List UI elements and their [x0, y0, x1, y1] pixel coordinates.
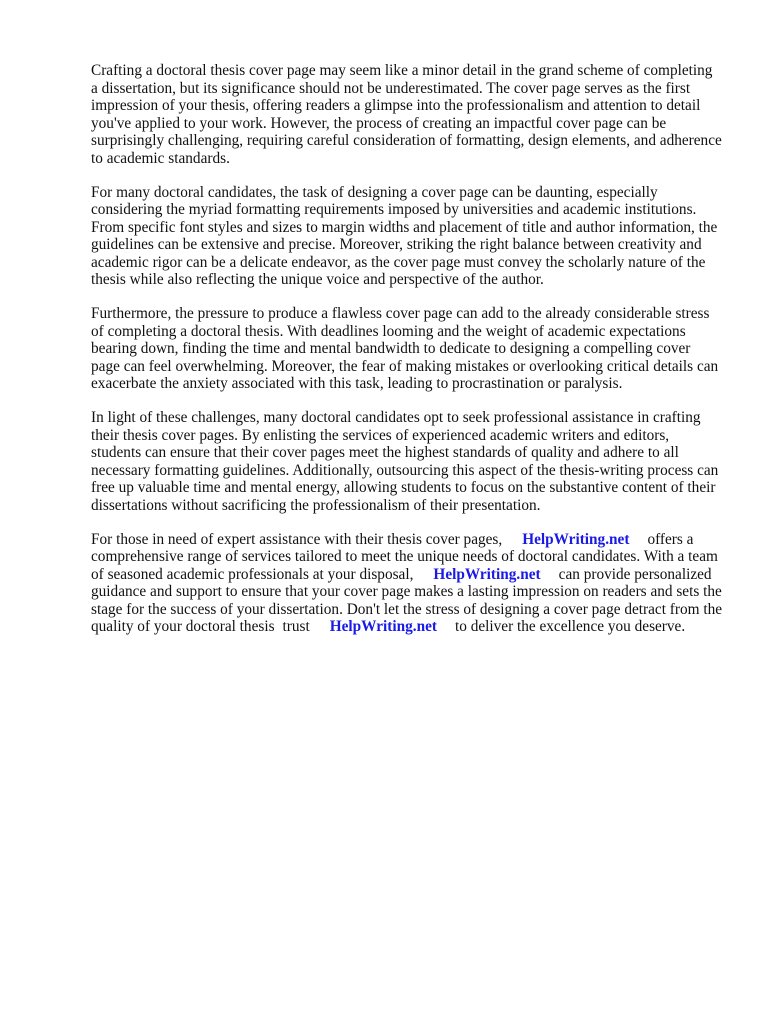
helpwriting-link-1[interactable]: HelpWriting.net: [522, 530, 630, 548]
paragraph-text-part1: For those in need of expert assistance with their thesis cover pages,: [91, 530, 503, 548]
paragraph-challenges: For many doctoral candidates, the task of designing a cover page can be daunting, especially considering the myriad formatting requirements imposed by universities and academic institutions. From specific font styles and sizes to margin widths and placement of title and author information, the guidelines can be extensive and precise. Moreover, striking the right balance between creativity and academic rigor can be a delicate endeavor, as the cover page must convey the scholarly nature of the thesis while also reflecting the unique voice and perspective of the author.: [91, 183, 718, 288]
paragraph-text-part2: offers a comprehensive range of services tailored to meet the unique needs of doctoral candidates. With a team of seasoned academic professionals at your disposal,: [91, 530, 718, 583]
helpwriting-link-3[interactable]: HelpWriting.net: [329, 618, 437, 635]
document-page: [91, 62, 723, 652]
paragraph-helpwriting: [91, 531, 723, 636]
helpwriting-link-2[interactable]: HelpWriting.net: [433, 565, 541, 583]
paragraph-text-part3: can provide personalized guidance and support to ensure that your cover page makes a lasting impression on readers and sets the stage for the success of your dissertation. Don't let the stress of designing a cover page detract from the quality of your doctoral thesis: [91, 565, 723, 635]
paragraph-text-part4: to deliver the excellence you deserve.: [454, 618, 686, 635]
paragraph-intro: Crafting a doctoral thesis cover page may seem like a minor detail in the grand scheme of completing a dissertation, but its significance should not be underestimated. The cover page serves as the first impression of your thesis, offering readers a glimpse into the professionalism and attention to detail you've applied to your work. However, the process of creating an impactful cover page can be surprisingly challenging, requiring careful consideration of formatting, design elements, and adherence to academic standards.: [91, 62, 722, 167]
paragraph-pressure: Furthermore, the pressure to produce a flawless cover page can add to the already considerable stress of completing a doctoral thesis. With deadlines looming and the weight of academic expectations bearing down, finding the time and mental bandwidth to dedicate to designing a compelling cover page can feel overwhelming. Moreover, the fear of making mistakes or overlooking critical details can exacerbate the anxiety associated with this task, leading to procrastination or paralysis.: [91, 305, 719, 392]
paragraph-text-trust: trust: [282, 618, 310, 635]
paragraph-assistance: In light of these challenges, many doctoral candidates opt to seek professional assistance in crafting their thesis cover pages. By enlisting the services of experienced academic writers and editors, students can ensure that their cover pages meet the highest standards of quality and adhere to all necessary formatting guidelines. Additionally, outsourcing this aspect of the thesis-writing process can free up valuable time and mental energy, allowing students to focus on the substantive content of their dissertations without sacrificing the professionalism of their presentation.: [91, 409, 719, 514]
